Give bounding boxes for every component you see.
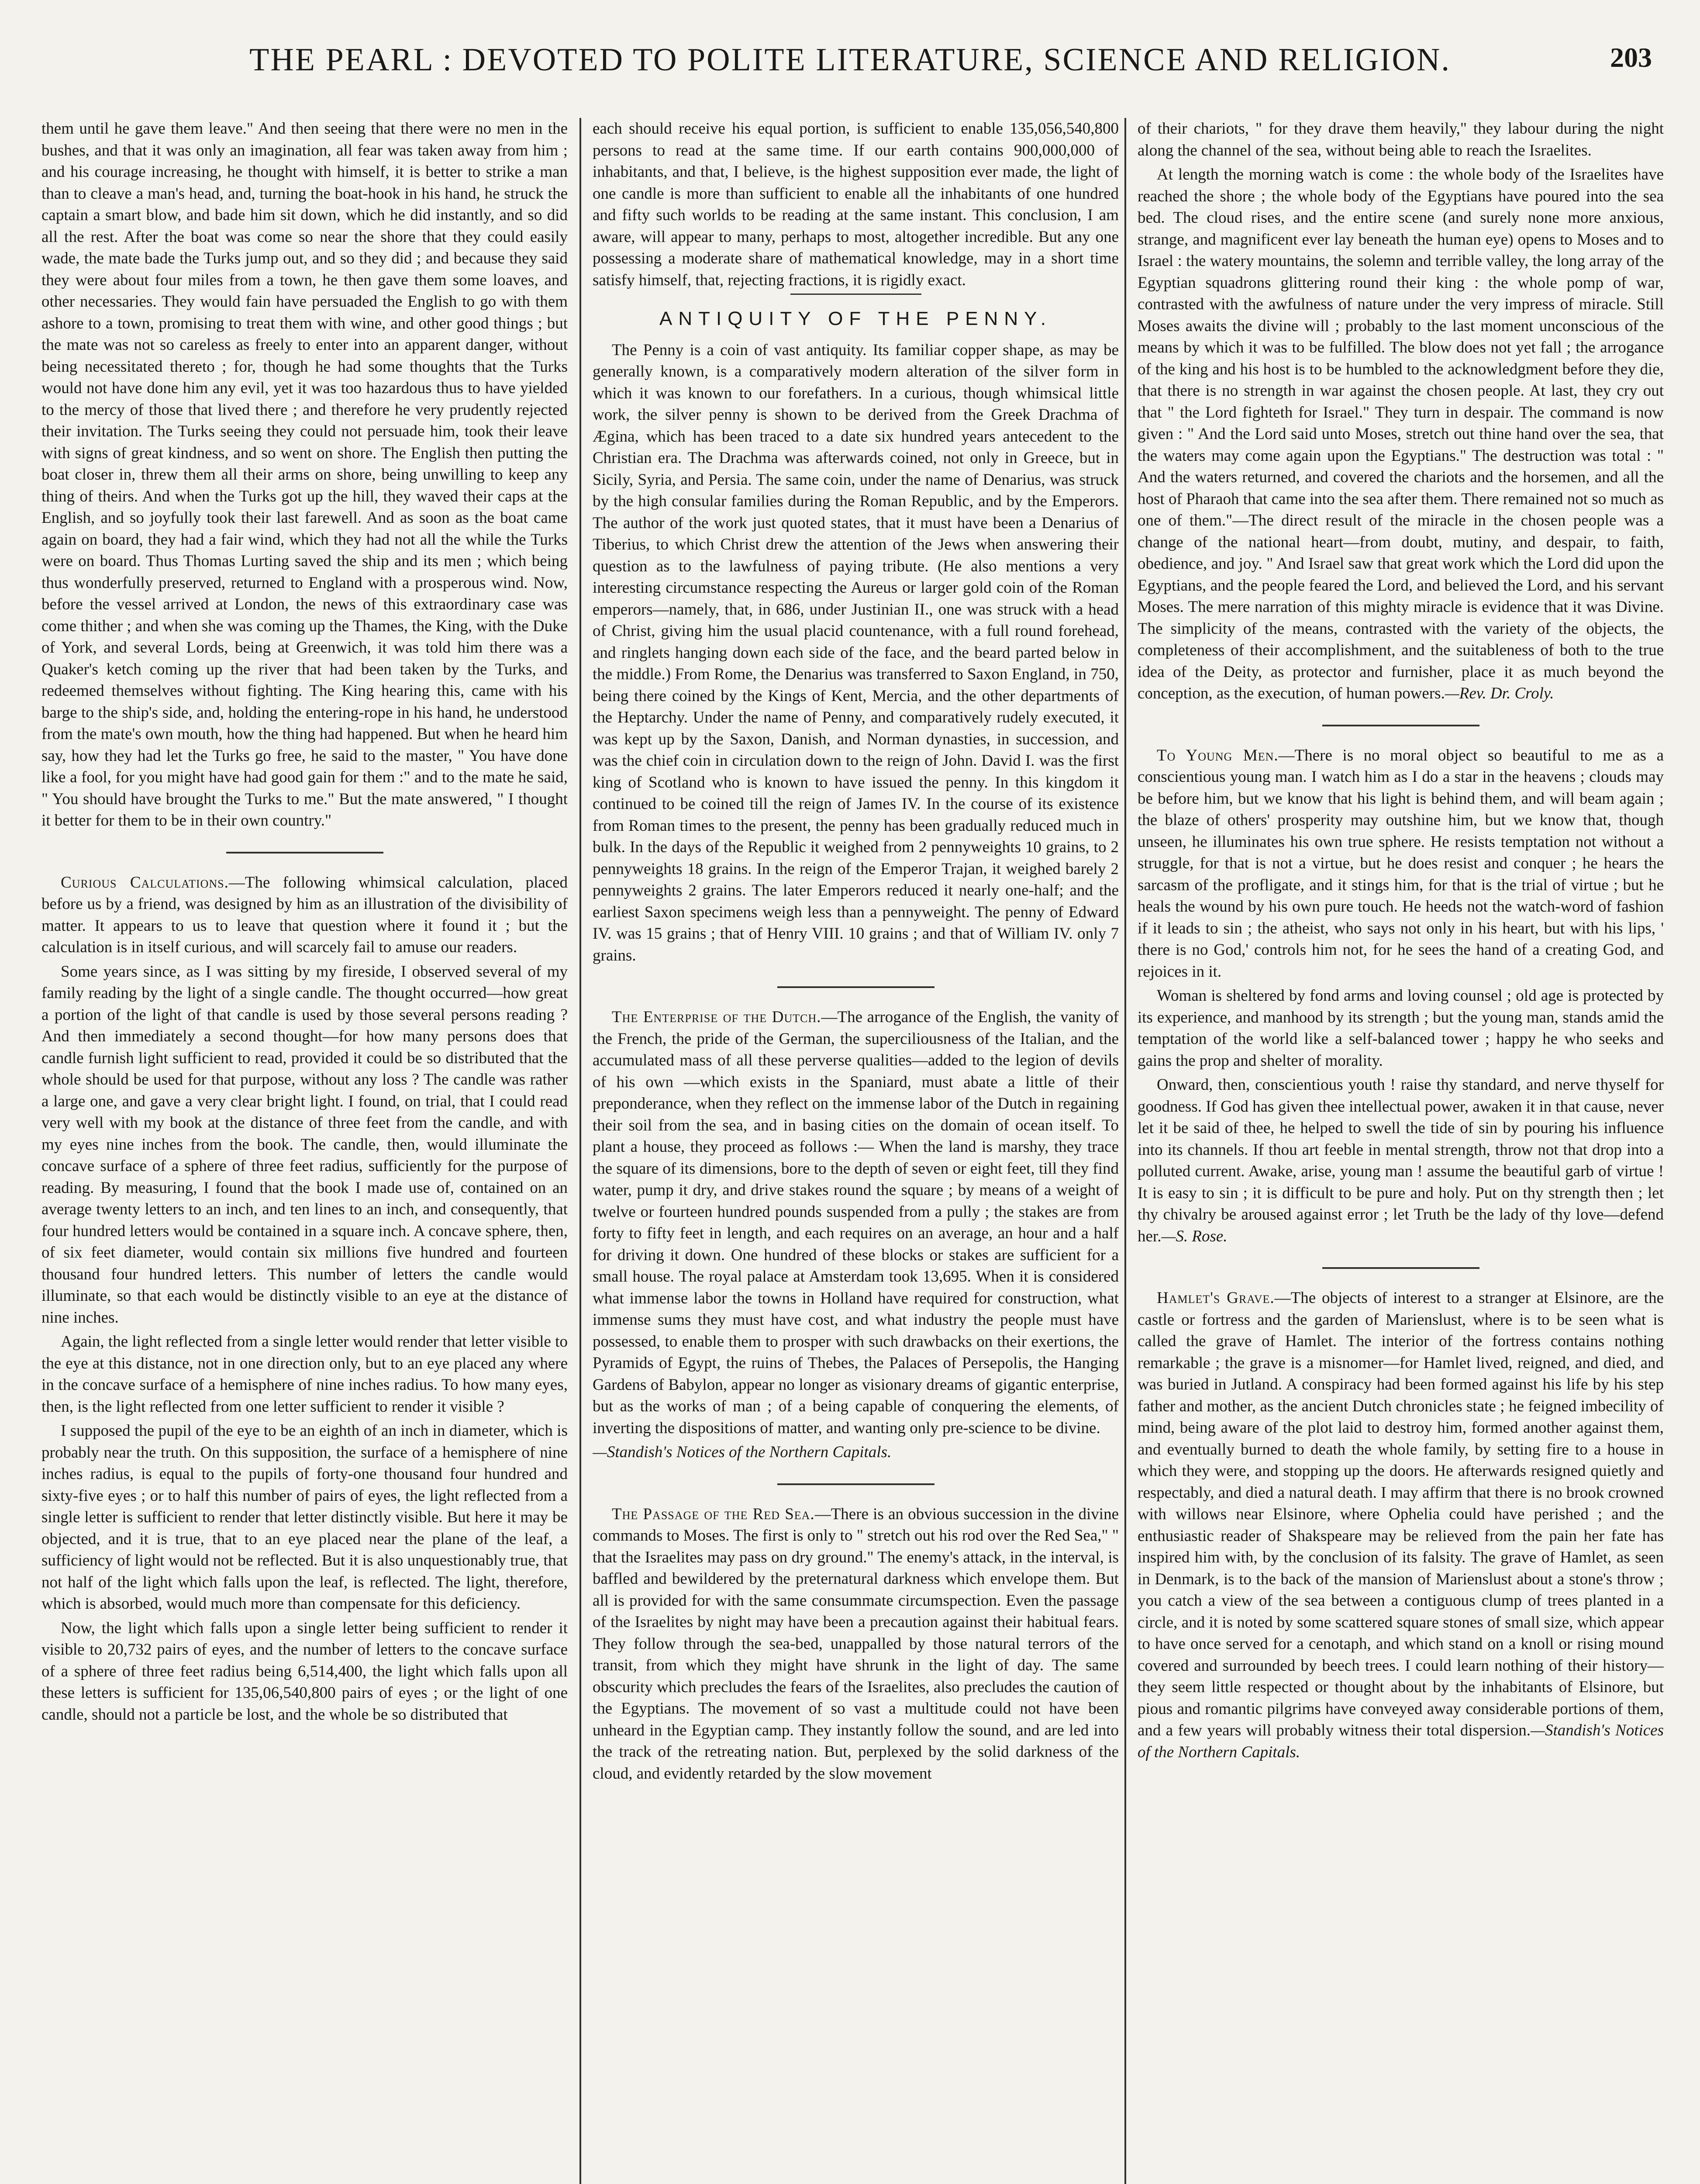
section-divider	[226, 852, 383, 854]
paragraph-text: At length the morning watch is come : the whole body of the Israelites have reached the shore ; the whole body of the Egyptians have poured into the sea bed. The cloud rises, and the entire scene (and surely none more anxious, strange, and magnificent ever lay beneath the human eye) opens to Moses and to Israel : the watery mountains, the solemn and terrible valley, the long array of the Egyptian squadrons glittering round their king : the whole pomp of war, contrasted with the awfulness of nature under the very impress of miracle. Still Moses awaits the divine will ; probably to the last moment unconscious of the means by which it was to be fulfilled. The blow does not yet fall ; the arrogance of the king and his host is to be humbled to the acknowledgment before they die, that there is no strength in war against the chosen people. At last, they cry out that " the Lord fighteth for Israel." They turn in despair. The command is now given : " And the Lord said unto Moses, stretch out thine hand over the sea, that the waters may come again upon the Egyptians." The destruction was total : " And the waters returned, and covered the chariots and the horsemen, and all the host of Pharaoh that came into the sea after them. There remained not so much as one of them."—The direct result of the miracle in the chosen people was a change of the national heart—from doubt, mutiny, and despair, to faith, obedience, and joy. " And Israel saw that great work which the Lord did upon the Egyptians, and the people feared the Lord, and believed the Lord, and his servant Moses. The mere narration of this mighty miracle is evidence that it was Divine. The simplicity of the means, contrasted with the variety of the objects, the completeness of their accomplishment, and the suitableness of both to the true idea of the Deity, as protector and furnisher, place it as much beyond the conception, as the execution, of human powers.	[1138, 166, 1664, 702]
column-rule	[579, 118, 581, 2184]
section-divider	[1322, 725, 1479, 726]
paragraph: of their chariots, " for they drave them heavily," they labour during the night along the channel of the sea, without being able to reach the Israelites.	[1138, 120, 1664, 159]
section-divider	[790, 294, 921, 295]
section-divider	[1322, 1267, 1479, 1269]
column-2	[593, 118, 1119, 2184]
column-rule	[1124, 118, 1126, 2184]
article-heading: Hamlet's Grave.	[1157, 1289, 1275, 1307]
article-signature: —Rev. Dr. Croly.	[1445, 684, 1554, 702]
article-signature: —Standish's Notices of the Northern Capitals.	[1138, 1721, 1664, 1761]
article-body: —The arrogance of the English, the vanity of the French, the pride of the German, the superciliousness of the Italian, and the accumulated mass of all these perverse qualities—added to the legion of devils of his own —which exists in the Spaniard, must abate a little of their preponderance, when they reflect on the immense labor of the Dutch in regaining their soil from the sea, and in basing cities on the domain of ocean itself. To plant a house, they proceed as follows :— When the land is marshy, they trace the square of its dimensions, bore to the depth of seven or eight feet, till they find water, pump it dry, and drive stakes round the square ; by means of a weight of twelve or fourteen hundred pounds suspended from a pully ; the stakes are from forty to fifty feet in length, and each requires on an average, an hour and a half for driving it down. One hundred of these blocks or stakes are sufficient for a small house. The royal palace at Amsterdam took 13,695. When it is considered what immense labor the towns in Holland have required for construction, what immense sums they must have cost, and what industry the people must have possessed, to enable them to prosper with such drawbacks on their exertions, the Pyramids of Egypt, the ruins of Thebes, the Palaces of Persepolis, the Hanging Gardens of Babylon, appear no longer as visionary dreams of gigantic enterprise, but as the works of man ; of a being capable of conquering the elements, of inverting the dispositions of matter, and wanting only pre-science to be divine.	[593, 1008, 1119, 1437]
paragraph	[1138, 164, 1664, 705]
paragraph: each should receive his equal portion, is sufficient to enable 135,056,540,800 persons to read at the same time. If our earth contains 900,000,000 of inhabitants, and that, I believe, is the highest supposition ever made, the light of one candle is more than sufficient to enable all the inhabitants of one hundred and fifty such worlds to be reading at the same instant. This conclusion, I am aware, will appear to many, perhaps to most, altogether incredible. But any one possessing a moderate share of mathematical knowledge, may in a short time satisfy himself, that, rejecting fractions, it is rigidly exact.	[593, 120, 1119, 289]
article-intro: —The following whimsical calculation, placed before us by a friend, was designed by him as an illustration of the divisibility of matter. It appears to us to leave that question where it found it ; but the calculation is in itself curious, and will scarcely fail to amuse our readers.	[41, 873, 568, 956]
article-title: ANTIQUITY OF THE PENNY.	[659, 308, 1052, 329]
paragraph: Woman is sheltered by fond arms and loving counsel ; old age is protected by its experience, and manhood by its strength ; but the young man, stands amid the temptation of the world like a self-balanced tower ; happy he who seeks and gains the prop and shelter of morality.	[1138, 987, 1664, 1070]
article-signature: —S. Rose.	[1161, 1227, 1228, 1245]
section-divider	[777, 1483, 934, 1485]
page-header	[48, 41, 1652, 90]
column-3	[1138, 118, 1664, 2184]
article-heading: The Passage of the Red Sea.	[612, 1505, 815, 1523]
article-young-men	[1138, 745, 1664, 983]
article-body: —There is an obvious succession in the divine commands to Moses. The first is only to " stretch out his rod over the Red Sea," " that the Israelites may pass on dry ground." The enemy's attack, in the interval, is baffled and bewildered by the preternatural darkness which envelope them. But all is provided for with the same consummate circumspection. Even the passage of the Israelites by night may have been a precaution against their habitual fears. They follow through the sea-bed, unappalled by those natural terrors of the transit, from which they might have shrunk in the light of day. The same obscurity which precludes the fears of the Israelites, also precludes the caution of the Egyptians. The movement of so vast a multitude could not have been unheard in the Egyptian camp. They instantly follow the sound, and are led into the track of the retreating nation. But, perplexed by the solid darkness of the cloud, and evidently retarded by the slow movement	[593, 1505, 1119, 1783]
paragraph	[1138, 1074, 1664, 1247]
paragraph: The Penny is a coin of vast antiquity. Its familiar copper shape, as may be generally known, is a comparatively modern alteration of the silver form in which it was known to our forefathers. In a curious, though whimsical little work, the silver penny is shown to be derived from the Greek Drachma of Ægina, which has been traced to a date six hundred years antecedent to the Christian era. The Drachma was afterwards coined, not only in Greece, but in Sicily, Syria, and Persia. The same coin, under the name of Denarius, was struck by the high consular families during the Roman Republic, and by the Emperors. The author of the work just quoted states, that it must have been a Denarius of Tiberius, to which Christ drew the attention of the Jews when answering their question as to the lawfulness of paying tribute. (He also mentions a very interesting circumstance respecting the Aureus or larger gold coin of the Roman emperors—namely, that, in 686, under Justinian II., one was struck with a head of Christ, giving him the usual placid countenance, with a full round forehead, and ringlets hanging down each side of the face, and the beard parted below in the middle.) From Rome, the Denarius was transferred to Saxon England, in 750, being there coined by the Kings of Kent, Mercia, and the other departments of the Heptarchy. Under the name of Penny, and comparatively rudely executed, it was kept up by the Saxon, Danish, and Norman dynasties, in succession, and was the chief coin in circulation down to the reign of John. David I. was the first king of Scotland who is known to have issued the penny. In this kingdom it continued to be coined till the reign of James IV. In the course of its existence from Roman times to the present, the penny has been gradually reduced much in bulk. In the days of the Republic it weighed from 2 pennyweights 10 grains, to 2 pennyweights 18 grains. In the reign of the Emperor Trajan, it weighed barely 2 pennyweights 2 grains. The later Emperors reduced it nearly one-half; and the earliest Saxon specimens weigh less than a pennyweight. The penny of Edward IV. was 15 grains ; that of Henry VIII. 10 grains ; and that of William IV. only 7 grains.	[593, 341, 1119, 964]
article-body: —The objects of interest to a stranger at Elsinore, are the castle or fortress and the garden of Marienslust, where is to be seen what is called the grave of Hamlet. The interior of the fortress contains nothing remarkable ; the grave is a misnomer—for Hamlet lived, reigned, and died, and was buried in Jutland. A conspiracy had been formed against his life by his step father and mother, as the ancient Dutch chronicles state ; he feigned imbecility of mind, being aware of the plot laid to destroy him, formed another against them, and eventually burned to death the whole family, by setting fire to a house in which they were, and stopping up the doors. He afterwards resigned quietly and respectably, and died a natural death. I may affirm that there is no brook crowned with willows near Elsinore, where Ophelia could have perished ; and the enthusiastic reader of Shakspeare may be relieved from the pain her fate has inspired him with, by the conclusion of its falsity. The grave of Hamlet, as seen in Denmark, is to the back of the mansion of Marienslust about a stone's throw ; you catch a view of the sea between a contiguous clump of trees planted in a circle, and it is noted by some scattered square stones of small size, which appear to have once served for a cenotaph, and which stand on a knoll or rising mound covered and surrounded by beech trees. I could learn nothing of their history— they seem little respected or thought about by the inhabitants of Elsinore, but pious and romantic pilgrims have conveyed away considerable portions of them, and a few years will probably witness their total dispersion.	[1138, 1289, 1664, 1739]
article-body: —There is no moral object so beautiful to me as a conscientious young man. I watch him as I do a star in the heavens ; clouds may be before him, but we know that his light is behind them, and will beam again ; the blaze of others' prosperity may outshine him, but we know that, though unseen, he illuminates his own true sphere. He resists temptation not without a struggle, for that is not a virtue, but he does resist and conquer ; he hears the sarcasm of the profligate, and it stings him, for that is the trial of virtue ; but he heals the wound by his own pure touch. He heeds not the watch-word of fashion if it leads to sin ; the atheist, who says not only in his heart, but with his lips, ' there is no God,' controls him not, for he sees the hand of a creating God, and rejoices in it.	[1138, 746, 1664, 981]
running-title: THE PEARL : DEVOTED TO POLITE LITERATURE, SCIENCE AND RELIGION.	[249, 42, 1451, 78]
page-number: 203	[1610, 42, 1652, 73]
article-curious-calculations	[41, 872, 568, 958]
section-divider	[777, 986, 934, 988]
article-hamlets-grave	[1138, 1287, 1664, 1763]
article-heading: The Enterprise of the Dutch.	[612, 1008, 821, 1026]
paragraph: them until he gave them leave." And then seeing that there were no men in the bushes, and that it was only an imagination, all fear was taken away from him ; and his courage increasing, he thought with himself, it is better to strike a man than to cleave a man's head, and, turning the boat-hook in his hand, he struck the captain a smart blow, and bade him sit down, which he did instantly, and so did all the rest. After the boat was come so near the shore that they could easily wade, the mate bade the Turks jump out, and so they did ; and because they said they were about four miles from a town, he then gave them some loaves, and other necessaries. They would fain have persuaded the English to go with them ashore to a town, promising to treat them with wine, and other good things ; but the mate was not so careless as freely to enter into an apparent danger, without being necessitated thereto ; for, though he had some thoughts that the Turks would not have done him any evil, yet it was too hazardous thus to have yielded to the mercy of those that lived there ; and therefore he very prudently rejected their invitation. The Turks seeing they could not persuade him, took their leave with signs of great kindness, and so went on shore. The English then putting the boat closer in, threw them all their arms on shore, being unwilling to keep any thing of theirs. And when the Turks got up the hill, they waved their caps at the English, and so joyfully took their last farewell. And as soon as the boat came again on board, they had a fair wind, which they had not all the while the Turks were on board. Thus Thomas Lurting saved the ship and its men ; which being thus wonderfully preserved, returned to England with a prosperous wind. Now, before the vessel arrived at London, the news of this extraordinary case was come thither ; and when she was coming up the Thames, the King, with the Duke of York, and several Lords, being at Greenwich, it was told him there was a Quaker's ketch coming up the river that had been taken by the Turks, and redeemed themselves without fighting. The King hearing this, came with his barge to the ship's side, and, holding the entering-rope in his hand, he understood from the mate's own mouth, how the thing had happened. But when he heard him say, how they had let the Turks go free, he said to the master, " You have done like a fool, for you might have had good gain for them :" and to the mate he said, " You should have brought the Turks to me." But the mate answered, " I thought it better for them to be in their own country."	[41, 120, 568, 829]
column-1	[41, 118, 568, 2184]
article-heading: To Young Men.	[1157, 746, 1279, 764]
article-enterprise-dutch	[593, 1006, 1119, 1439]
paragraph: I supposed the pupil of the eye to be an eighth of an inch in diameter, which is probably near the truth. On this supposition, the surface of a hemisphere of nine inches radius, is equal to the pupils of forty-one thousand four hundred and sixty-five eyes ; or to half this number of pairs of eyes, the light reflected from a single letter is sufficient to render that letter distinctly visible. But here it may be objected, and it is true, that to an eye placed near the plane of the leaf, a sufficiency of light would not be reflected. But it is also unquestionably true, that not half of the light which falls upon the leaf, is reflected. The light, therefore, which is absorbed, would much more than compensate for this deficiency.	[41, 1422, 568, 1613]
columns	[41, 118, 1662, 2184]
paragraph: Some years since, as I was sitting by my fireside, I observed several of my family reading by the light of a single candle. The thought occurred—how great a portion of the light of that candle is used by those several persons reading ? And then immediately a second thought—for how many persons does that candle furnish light sufficient to read, provided it could be so distributed that the whole should be used for that purpose, without any loss ? The candle was rather a large one, and gave a very clear bright light. I found, on trial, that I could read very well with my book at the distance of three feet from the candle, and with my eyes nine inches from the book. The candle, then, would illuminate the concave surface of a sphere of three feet radius, sufficiently for the purpose of reading. By measuring, I found that the book I made use of, contained on an average twenty letters to an inch, and ten lines to an inch, and consequently, that four hundred letters would be contained in a square inch. A concave sphere, then, of six feet diameter, would contain six millions five hundred and fourteen thousand four hundred letters. This number of letters the candle would illuminate, so that each would be distinctly visible to an eye at the distance of nine inches.	[41, 962, 568, 1327]
article-heading: Curious Calculations.	[61, 873, 229, 892]
article-signature: —Standish's Notices of the Northern Capitals.	[593, 1443, 892, 1461]
article-red-sea	[593, 1503, 1119, 1785]
paragraph: Now, the light which falls upon a single letter being sufficient to render it visible to 20,732 pairs of eyes, and the number of letters to the concave surface of a sphere of three feet radius being 6,514,400, the light which falls upon all these letters is sufficient for 135,06,540,800 pairs of eyes ; or the light of one candle, should not a particle be lost, and the whole be so distributed that	[41, 1619, 568, 1724]
paragraph-text: Onward, then, conscientious youth ! raise thy standard, and nerve thyself for goodness. If God has given thee intellectual power, awaken it in that cause, never let it be said of thee, he helped to swell the tide of sin by pouring his influence into its channels. If thou art feeble in mental strength, throw not that drop into a polluted current. Awake, arise, young man ! assume the beautiful garb of virtue ! It is easy to sin ; it is difficult to be pure and holy. Put on thy strength then ; let thy chivalry be aroused against error ; let Truth be the lady of thy love—defend her.	[1138, 1076, 1664, 1245]
paragraph: Again, the light reflected from a single letter would render that letter visible to the eye at this distance, not in one direction only, but to an eye placed any where in the concave surface of a hemisphere of nine inches radius. To how many eyes, then, is the light reflected from one letter sufficient to render it visible ?	[41, 1333, 568, 1416]
